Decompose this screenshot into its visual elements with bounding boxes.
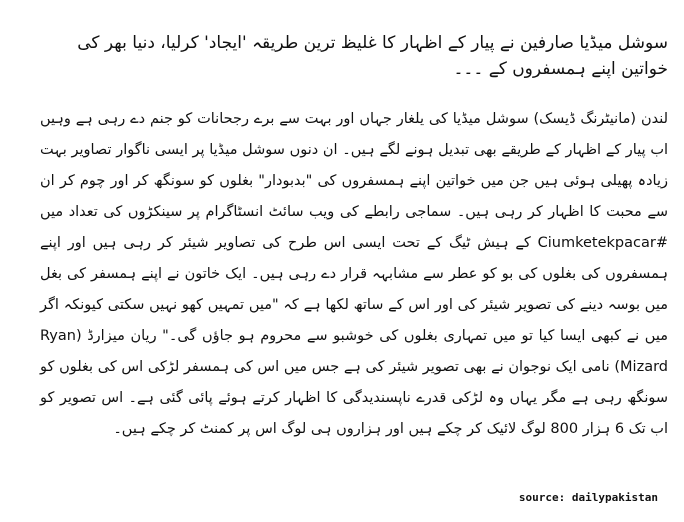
article-body: لندن (مانیٹرنگ ڈیسک) سوشل میڈیا کی یلغار جہاں اور بہت سے برے رجحانات کو جنم دے رہی ہے وہیں اب پیار کے اظہار کے طریقے بھی تبدیل ہونے لگے ہیں۔ ان دنوں سوشل میڈیا پر ایسی ناگوار تصاویر بہت زیادہ پھیلی ہوئی ہیں جن میں خواتین اپنے ہمسفروں کی "بدبودار" بغلوں کو سونگھ کر اور چوم کر ان سے محبت کا اظہار کر رہی ہیں۔ سماجی رابطے کی ویب سائٹ انسٹاگرام پر سینکڑوں کی تعداد میں #Ciumketekpacar کے ہیش ٹیگ کے تحت ایسی اس طرح کی تصاویر شیئر کر رہی ہیں اور اپنے ہمسفروں کی بغلوں کی بو کو عطر سے مشابہہ قرار دے رہی ہیں۔ ایک خاتون نے اپنے ہمسفر کی بغل میں بوسہ دینے کی تصویر شیئر کی اور اس کے ساتھ لکھا ہے کہ "میں تمہیں کھو نہیں سکتی کیونکہ اگر میں نے کبھی ایسا کیا تو میں تمہاری بغلوں کی خوشبو سے محروم ہو جاؤں گی۔" ریان میزارڈ (Ryan Mizard) نامی ایک نوجوان نے بھی تصویر شیئر کی ہے جس میں اس کی ہمسفر لڑکی اس کی بغلوں کو سونگھ رہی ہے مگر یہاں وہ لڑکی قدرے ناپسندیدگی کا اظہار کرتے ہوئے پائی گئی ہے۔ اس تصویر کو اب تک 6 ہزار 800 لوگ لائیک کر چکے ہیں اور ہزاروں ہی لوگ اس پر کمنٹ کر چکے ہیں۔	[40, 111, 668, 437]
article-headline: سوشل میڈیا صارفین نے پیار کے اظہار کا غلیظ ترین طریقہ 'ایجاد' کرلیا، دنیا بھر کی خواتین اپنے ہمسفروں کے ۔۔۔	[77, 33, 668, 79]
source-credit: source: dailypakistan	[518, 491, 658, 504]
